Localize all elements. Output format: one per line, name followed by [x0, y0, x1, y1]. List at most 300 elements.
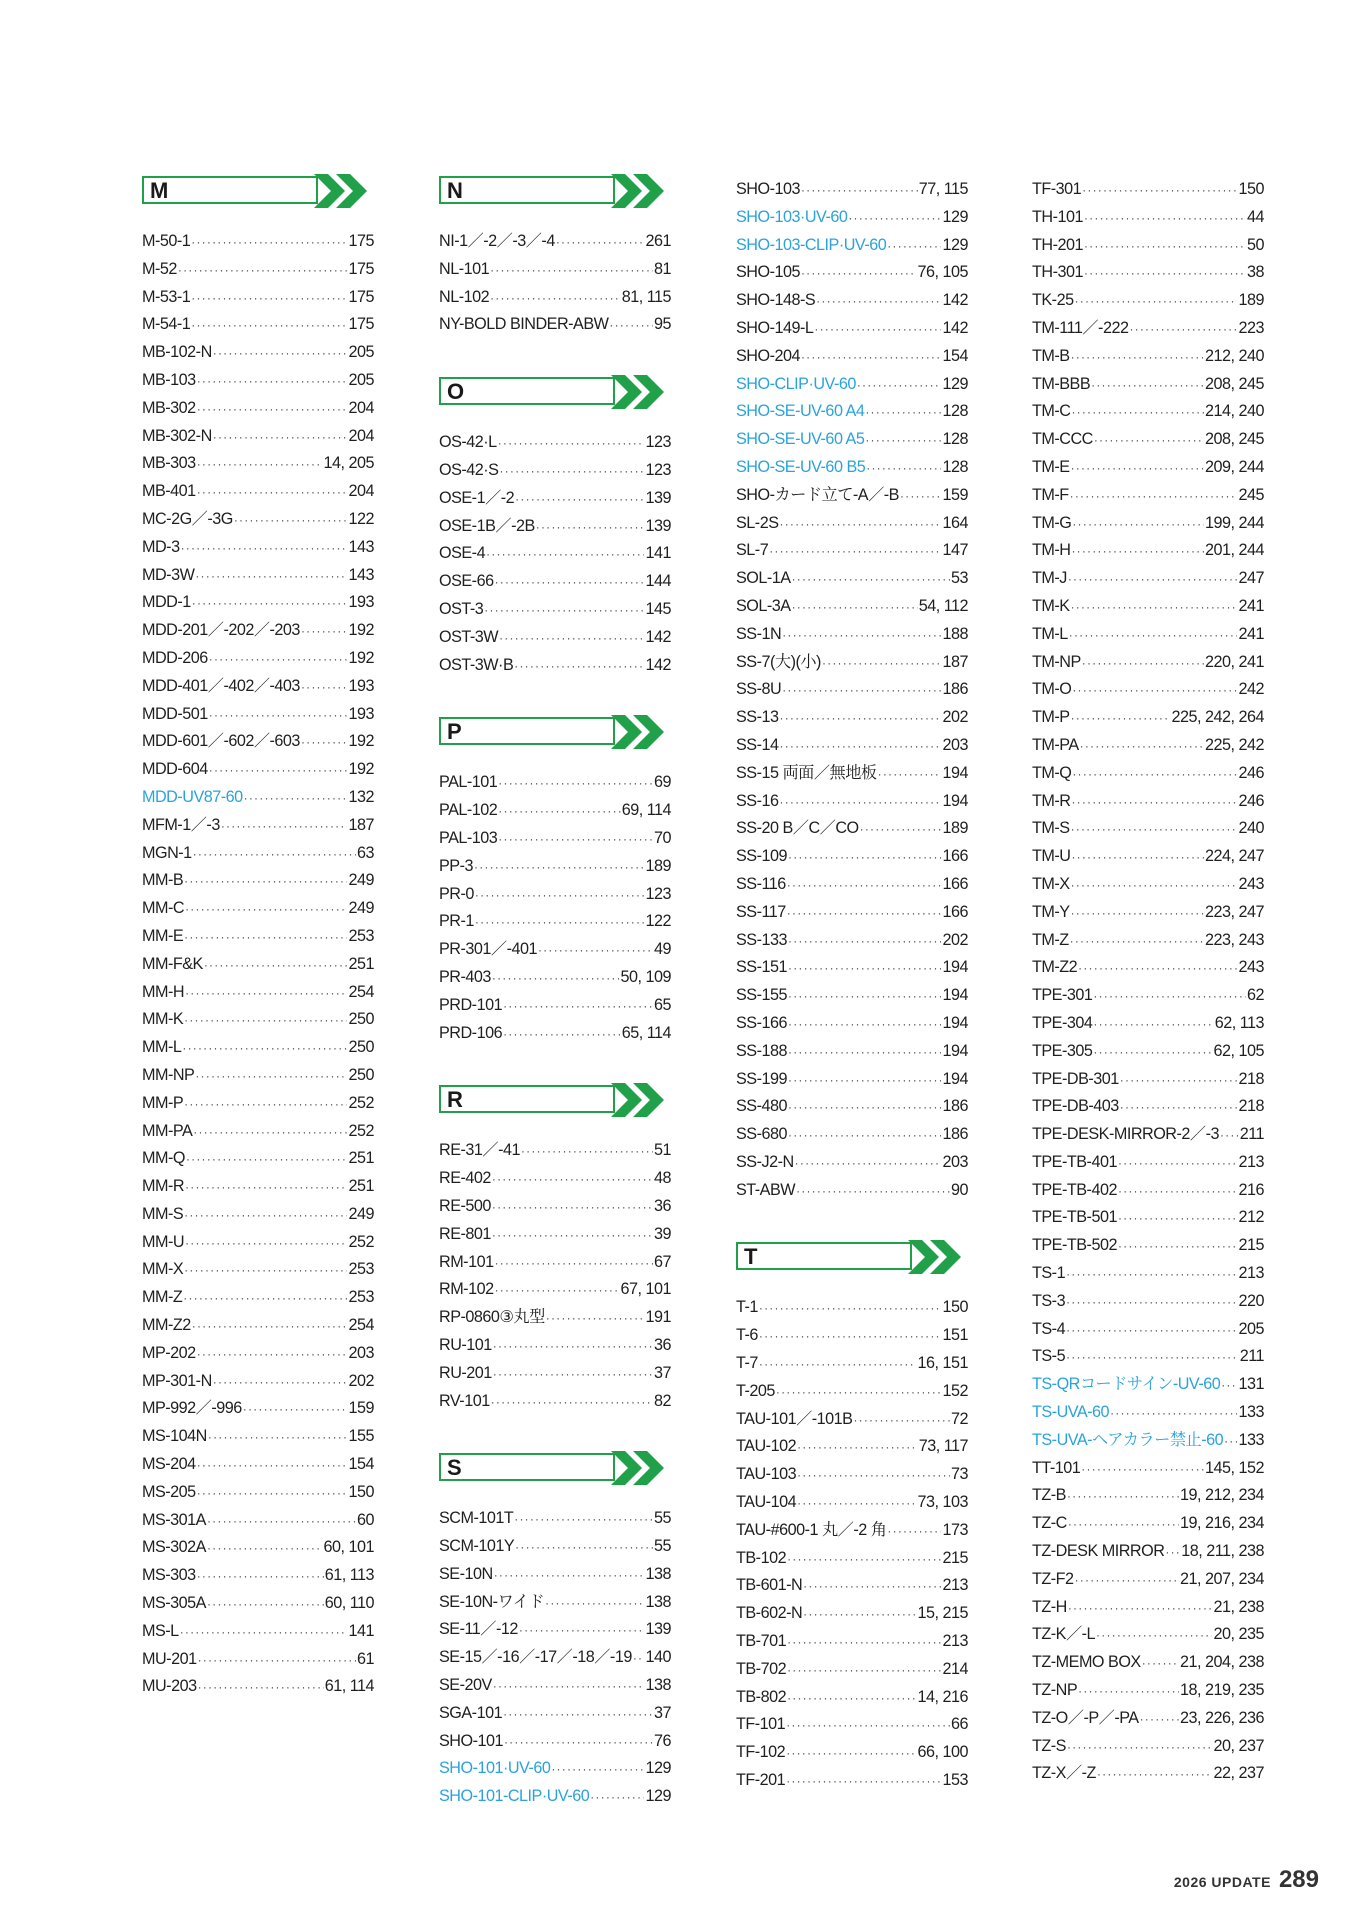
- product-code: TF-201: [736, 1771, 786, 1790]
- dot-leader: [498, 770, 653, 797]
- dot-leader: [1067, 1483, 1179, 1510]
- dot-leader: [209, 757, 348, 784]
- dot-leader: [787, 872, 942, 899]
- dot-leader: [244, 785, 348, 812]
- dot-leader: [633, 1645, 645, 1672]
- index-entry: [1032, 815, 1264, 843]
- index-entry: [1032, 732, 1264, 760]
- product-code: TM-Z2: [1032, 958, 1078, 977]
- page-reference: 141: [645, 544, 671, 563]
- page-reference: 21, 204, 238: [1179, 1653, 1264, 1672]
- dot-leader: [536, 514, 645, 541]
- dot-leader: [1084, 260, 1246, 287]
- index-entry: [1032, 371, 1264, 399]
- product-code: RU-201: [439, 1363, 492, 1382]
- product-code: RV-101: [439, 1391, 490, 1410]
- index-entry: [736, 676, 968, 704]
- product-code: PR-0: [439, 884, 474, 903]
- product-code: TF-102: [736, 1743, 786, 1762]
- index-entry: [439, 1276, 671, 1304]
- page-reference: 16, 151: [917, 1354, 968, 1373]
- dot-leader: [475, 909, 645, 936]
- dot-leader: [184, 924, 347, 951]
- index-entry: [439, 284, 671, 312]
- product-code: SS-680: [736, 1125, 787, 1144]
- product-code: TM-H: [1032, 541, 1071, 560]
- page-reference: 246: [1238, 763, 1264, 782]
- dot-leader: [197, 1563, 324, 1590]
- index-entry: [439, 1755, 671, 1783]
- product-code: SOL-3A: [736, 596, 791, 615]
- index-entry: [1032, 565, 1264, 593]
- index-entry: [142, 1451, 374, 1479]
- product-code: TB-102: [736, 1548, 787, 1567]
- dot-leader: [1165, 1539, 1180, 1566]
- product-code: RE-500: [439, 1196, 491, 1215]
- product-code: MM-Z2: [142, 1316, 191, 1335]
- page-reference: 204: [348, 398, 374, 417]
- index-entry: [439, 457, 671, 485]
- index-entry: [1032, 1510, 1264, 1538]
- product-code: TM-J: [1032, 569, 1067, 588]
- page-reference: 53: [950, 569, 968, 588]
- dot-leader: [493, 1361, 653, 1388]
- dot-leader: [1082, 650, 1204, 677]
- page-reference: 138: [645, 1564, 671, 1583]
- index-entry: [142, 673, 374, 701]
- dot-leader: [797, 1462, 950, 1489]
- index-column-3: [736, 176, 968, 1833]
- product-code: TM-CCC: [1032, 430, 1093, 449]
- dot-leader: [186, 1146, 348, 1173]
- page-reference: 209, 244: [1204, 457, 1264, 476]
- product-code: TPE-301: [1032, 986, 1093, 1005]
- index-entry: [439, 513, 671, 541]
- index-entry: [736, 1038, 968, 1066]
- index-entry: [736, 871, 968, 899]
- index-entry: [142, 867, 374, 895]
- dot-leader: [878, 761, 942, 788]
- page-reference: 82: [653, 1391, 671, 1410]
- index-entry: [736, 1656, 968, 1684]
- index-entry: [1032, 1149, 1264, 1177]
- product-code: SE-20V: [439, 1676, 492, 1695]
- product-code: RE-402: [439, 1169, 491, 1188]
- product-code: PRD-106: [439, 1023, 503, 1042]
- dot-leader: [887, 233, 941, 260]
- dot-leader: [197, 451, 323, 478]
- page-reference: 194: [942, 986, 968, 1005]
- page-reference: 166: [942, 847, 968, 866]
- dot-leader: [499, 458, 644, 485]
- page-reference: 194: [942, 791, 968, 810]
- index-entry: [1032, 1260, 1264, 1288]
- index-entry: [142, 1395, 374, 1423]
- index-entry: [736, 176, 968, 204]
- product-code: TM-B: [1032, 346, 1070, 365]
- index-entry: [736, 1684, 968, 1712]
- page-reference: 139: [645, 1620, 671, 1639]
- index-entry: [1032, 204, 1264, 232]
- index-entry: [736, 510, 968, 538]
- section-header: [142, 176, 374, 208]
- page-reference: 19, 212, 234: [1179, 1486, 1264, 1505]
- index-entry: [1032, 176, 1264, 204]
- dot-leader: [788, 1122, 941, 1149]
- product-code: SHO-103: [736, 180, 800, 198]
- dot-leader: [1071, 455, 1204, 482]
- product-code: TM-NP: [1032, 652, 1081, 671]
- dot-leader: [491, 1389, 653, 1416]
- dot-leader: [184, 1257, 347, 1284]
- index-entry: [736, 1093, 968, 1121]
- product-code: TPE-DB-301: [1032, 1069, 1119, 1088]
- page-reference: 147: [942, 541, 968, 560]
- product-code: TF-301: [1032, 180, 1082, 198]
- index-entry: [736, 343, 968, 371]
- product-code: MB-401: [142, 482, 196, 501]
- dot-leader: [197, 396, 348, 423]
- index-entry: [736, 537, 968, 565]
- product-code: ST-ABW: [736, 1180, 796, 1199]
- index-entry: [736, 398, 968, 426]
- page-reference: 166: [942, 902, 968, 921]
- dot-leader: [1072, 761, 1237, 788]
- index-section: [736, 1242, 968, 1794]
- index-entry: [736, 287, 968, 315]
- page-reference: 15, 215: [917, 1604, 968, 1623]
- index-entry: [1032, 1733, 1264, 1761]
- index-entry: [1032, 843, 1264, 871]
- product-code: TAU-101／-101B: [736, 1409, 853, 1428]
- double-chevron-icon: [611, 375, 673, 414]
- page-reference: 225, 242: [1204, 735, 1264, 754]
- page-reference: 63: [356, 843, 374, 862]
- product-code: TB-602-N: [736, 1604, 803, 1623]
- product-code: PR-403: [439, 967, 491, 986]
- product-code: OS-42·S: [439, 460, 499, 479]
- product-code: SHO-101: [439, 1731, 503, 1750]
- page-reference: 76, 105: [917, 263, 968, 282]
- index-section: [439, 176, 671, 339]
- page-reference: 175: [348, 287, 374, 306]
- dot-leader: [503, 1701, 653, 1728]
- dot-leader: [197, 479, 348, 506]
- page-reference: 81: [653, 259, 671, 278]
- product-code: SCM-101Y: [439, 1537, 515, 1556]
- dot-leader: [590, 1784, 644, 1811]
- dot-leader: [865, 399, 941, 426]
- dot-leader: [1066, 1261, 1237, 1288]
- product-code: SS-14: [736, 735, 779, 754]
- dot-leader: [787, 1546, 941, 1573]
- product-code: SHO-105: [736, 263, 800, 282]
- double-chevron-icon: [908, 1240, 970, 1279]
- page-reference: 21, 238: [1213, 1597, 1264, 1616]
- index-entry: [1032, 1482, 1264, 1510]
- product-code: MS-302A: [142, 1538, 206, 1557]
- index-entry: [142, 1145, 374, 1173]
- product-code: TS-UVA-ヘアカラー禁止-60: [1032, 1430, 1224, 1449]
- page-reference: 60: [356, 1510, 374, 1529]
- product-code: SHO-101-CLIP·UV-60: [439, 1787, 590, 1806]
- index-entry: [142, 1507, 374, 1535]
- entry-list: [142, 228, 374, 1701]
- product-code: SS-15 両面／無地板: [736, 763, 877, 782]
- page-reference: 208, 245: [1204, 430, 1264, 449]
- index-entry: [439, 1388, 671, 1416]
- index-entry: [439, 256, 671, 284]
- dot-leader: [498, 826, 653, 853]
- product-code: TM-L: [1032, 624, 1068, 643]
- product-code: TPE-TB-401: [1032, 1152, 1117, 1171]
- index-entry: [1032, 482, 1264, 510]
- page-reference: 19, 216, 234: [1179, 1514, 1264, 1533]
- entry-list: [439, 228, 671, 339]
- dot-leader: [182, 1035, 347, 1062]
- dot-leader: [185, 1230, 347, 1257]
- page-reference: 150: [348, 1482, 374, 1501]
- index-entry: [736, 1177, 968, 1205]
- product-code: TM-C: [1032, 402, 1071, 421]
- dot-leader: [1129, 316, 1237, 343]
- index-entry: [1032, 954, 1264, 982]
- page-reference: 250: [348, 1038, 374, 1057]
- product-code: MDD-604: [142, 760, 208, 779]
- dot-leader: [797, 1490, 916, 1517]
- index-entry: [736, 1066, 968, 1094]
- index-entry: [439, 936, 671, 964]
- index-entry: [142, 756, 374, 784]
- index-entry: [142, 701, 374, 729]
- dot-leader: [1140, 1706, 1179, 1733]
- product-code: SS-155: [736, 986, 787, 1005]
- dot-leader: [204, 952, 348, 979]
- product-code: MM-F&K: [142, 954, 203, 973]
- product-code: PR-301／-401: [439, 940, 537, 959]
- index-entry: [1032, 1399, 1264, 1427]
- dot-leader: [198, 1647, 356, 1674]
- page-reference: 252: [348, 1232, 374, 1251]
- index-entry: [1032, 1538, 1264, 1566]
- index-entry: [1032, 1093, 1264, 1121]
- dot-leader: [556, 229, 645, 256]
- page-reference: 204: [348, 426, 374, 445]
- page-reference: 123: [645, 460, 671, 479]
- dot-leader: [492, 1222, 653, 1249]
- entry-list: [439, 769, 671, 1047]
- index-entry: [736, 1489, 968, 1517]
- page-reference: 194: [942, 1041, 968, 1060]
- product-code: TS-QRコードサイン-UV-60: [1032, 1375, 1221, 1394]
- index-entry: [736, 927, 968, 955]
- product-code: PAL-102: [439, 801, 498, 820]
- product-code: TS-1: [1032, 1264, 1066, 1283]
- page-reference: 261: [645, 232, 671, 250]
- dot-leader: [1072, 511, 1204, 538]
- index-entry: [439, 825, 671, 853]
- product-code: MM-R: [142, 1177, 185, 1196]
- index-entry: [1032, 1038, 1264, 1066]
- product-code: TM-Y: [1032, 902, 1070, 921]
- dot-leader: [490, 257, 653, 284]
- page-reference: 243: [1238, 958, 1264, 977]
- dot-leader: [759, 1323, 942, 1350]
- product-code: TZ-O／-P／-PA: [1032, 1708, 1139, 1727]
- page-reference: 251: [348, 954, 374, 973]
- dot-leader: [1094, 427, 1204, 454]
- page-reference: 76: [653, 1731, 671, 1750]
- product-code: MS-305A: [142, 1594, 206, 1613]
- product-code: TZ-F2: [1032, 1569, 1074, 1588]
- dot-leader: [801, 260, 917, 287]
- page-reference: 138: [645, 1592, 671, 1611]
- index-entry: [439, 1221, 671, 1249]
- index-entry: [1032, 1204, 1264, 1232]
- product-code: OST-3: [439, 599, 484, 618]
- index-entry: [142, 1673, 374, 1701]
- page-reference: 138: [645, 1676, 671, 1695]
- product-code: SHO-CLIP·UV-60: [736, 374, 856, 393]
- dot-leader: [848, 205, 941, 232]
- index-entry: [142, 284, 374, 312]
- page-reference: 67: [653, 1252, 671, 1271]
- dot-leader: [1078, 955, 1237, 982]
- section-header: [439, 1453, 671, 1485]
- dot-leader: [515, 1534, 653, 1561]
- product-code: SHO-101·UV-60: [439, 1759, 551, 1778]
- section-header: [439, 1085, 671, 1117]
- product-code: NI-1／-2／-3／-4: [439, 232, 555, 250]
- index-entry: [1032, 760, 1264, 788]
- product-code: MDD-401／-402／-403: [142, 676, 300, 695]
- product-code: MS-204: [142, 1455, 196, 1474]
- product-code: TPE-TB-402: [1032, 1180, 1117, 1199]
- page-reference: 133: [1238, 1430, 1264, 1449]
- page-reference: 20, 235: [1213, 1625, 1264, 1644]
- dot-leader: [191, 285, 347, 312]
- page-reference: 73, 117: [918, 1437, 968, 1456]
- page-reference: 140: [645, 1648, 671, 1667]
- index-entry: [1032, 1760, 1264, 1788]
- page-reference: 129: [942, 374, 968, 393]
- page-reference: 202: [942, 930, 968, 949]
- index-entry: [1032, 343, 1264, 371]
- product-code: MB-302: [142, 398, 196, 417]
- index-entry: [1032, 1232, 1264, 1260]
- index-entry: [142, 1173, 374, 1201]
- page-reference: 249: [348, 1204, 374, 1223]
- dot-leader: [759, 1295, 942, 1322]
- dot-leader: [184, 1202, 347, 1229]
- product-code: SL-2S: [736, 513, 779, 532]
- product-code: T-1: [736, 1298, 758, 1317]
- product-code: TB-802: [736, 1687, 787, 1706]
- dot-leader: [1084, 205, 1246, 232]
- dot-leader: [797, 1434, 918, 1461]
- dot-leader: [782, 677, 941, 704]
- dot-leader: [495, 569, 645, 596]
- dot-leader: [197, 368, 348, 395]
- page-reference: 129: [942, 235, 968, 254]
- page-reference: 21, 207, 234: [1179, 1569, 1264, 1588]
- page-reference: 37: [653, 1363, 671, 1382]
- index-entry: [439, 624, 671, 652]
- double-chevron-icon: [611, 174, 673, 213]
- product-code: MM-S: [142, 1204, 184, 1223]
- dot-leader: [900, 483, 942, 510]
- dot-leader: [776, 1379, 942, 1406]
- dot-leader: [1120, 1094, 1238, 1121]
- dot-leader: [519, 1617, 645, 1644]
- dot-leader: [1071, 816, 1238, 843]
- index-entry: [439, 1700, 671, 1728]
- dot-leader: [1066, 1344, 1239, 1371]
- index-entry: [142, 562, 374, 590]
- index-entry: [439, 1249, 671, 1277]
- dot-leader: [1081, 1456, 1204, 1483]
- product-code: MS-303: [142, 1566, 196, 1585]
- page-reference: 213: [942, 1632, 968, 1651]
- product-code: MU-201: [142, 1649, 197, 1668]
- dot-leader: [1066, 1289, 1237, 1316]
- index-entry: [1032, 788, 1264, 816]
- dot-leader: [538, 937, 653, 964]
- page-reference: 194: [942, 1013, 968, 1032]
- product-code: MS-205: [142, 1482, 196, 1501]
- dot-leader: [493, 1673, 645, 1700]
- dot-leader: [213, 340, 348, 367]
- product-code: MDD-201／-202／-203: [142, 621, 300, 640]
- product-code: M-52: [142, 259, 177, 278]
- page-reference: 215: [942, 1548, 968, 1567]
- dot-leader: [1118, 1233, 1238, 1260]
- index-entry: [142, 423, 374, 451]
- index-entry: [439, 1304, 671, 1332]
- page-reference: 216: [1238, 1180, 1264, 1199]
- page-reference: 203: [942, 1152, 968, 1171]
- page-reference: 62: [1246, 986, 1264, 1005]
- dot-leader: [788, 1011, 941, 1038]
- product-code: NL-102: [439, 287, 490, 306]
- page-reference: 66: [950, 1715, 968, 1734]
- product-code: RU-101: [439, 1335, 492, 1354]
- dot-leader: [1070, 928, 1204, 955]
- dot-leader: [185, 980, 347, 1007]
- section-letter: R: [439, 1085, 615, 1113]
- index-entry: [439, 228, 671, 256]
- entry-list: [439, 1505, 671, 1811]
- dot-leader: [780, 733, 942, 760]
- dot-leader: [1071, 538, 1204, 565]
- index-entry: [736, 1149, 968, 1177]
- product-code: MM-Q: [142, 1149, 185, 1168]
- index-entry: [736, 593, 968, 621]
- dot-leader: [515, 486, 644, 513]
- dot-leader: [787, 1629, 941, 1656]
- index-entry: [142, 395, 374, 423]
- index-entry: [736, 1322, 968, 1350]
- page-reference: 187: [348, 815, 374, 834]
- page-reference: 128: [942, 402, 968, 421]
- dot-leader: [499, 625, 644, 652]
- page-reference: 213: [1238, 1264, 1264, 1283]
- index-entry: [1032, 510, 1264, 538]
- index-entry: [142, 1284, 374, 1312]
- page-reference: 211: [1239, 1125, 1264, 1144]
- product-code: TM-R: [1032, 791, 1071, 810]
- index-entry: [1032, 287, 1264, 315]
